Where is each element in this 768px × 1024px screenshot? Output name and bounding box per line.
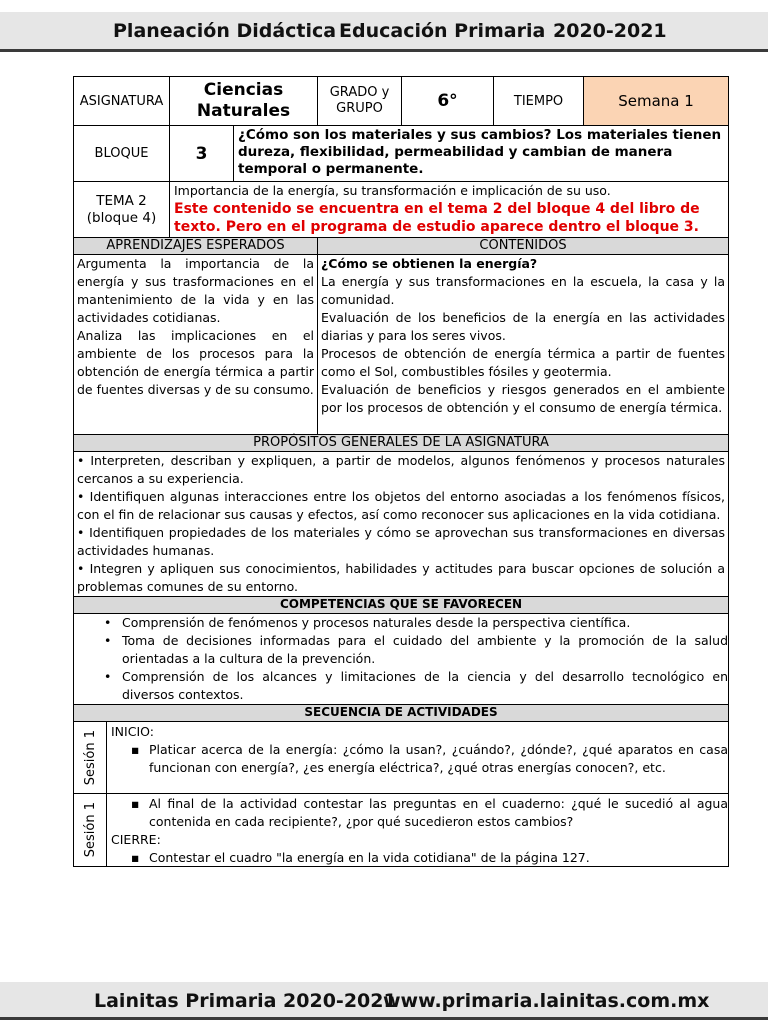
aprendizajes-header: APRENDIZAJES ESPERADOS: [74, 238, 318, 255]
footer-url: www.primaria.lainitas.com.mx: [383, 990, 710, 1012]
proposito-item-3: • Identifiquen propiedades de los materiales y cómo se aprovechan sus transformaciones en diversas actividades humanas.: [77, 525, 726, 558]
session-1-list: [107, 741, 728, 777]
tiempo-value: Semana 1: [584, 77, 729, 126]
bloque-text: ¿Cómo son los materiales y sus cambios? Los materiales tienen dureza, flexibilidad, permeabilidad y cambian de manera temporal o permanente.: [234, 126, 729, 182]
contenidos-header: CONTENIDOS: [318, 238, 729, 255]
proposito-item-1: • Interpreten, describan y expliquen, a partir de modelos, algunos fenómenos y procesos naturales cercanos a su experiencia.: [77, 453, 726, 486]
session-2-item-1: ▪ Al final de la actividad contestar las preguntas en el cuaderno: ¿qué le sucedió al agua contenida en cada recipiente?, ¿por qué sucedieron estos cambios?: [107, 795, 728, 831]
contenido-item-4: Evaluación de beneficios y riesgos generados en el ambiente por los procesos de obtención y el consumo de energía térmica.: [321, 382, 726, 415]
contenido-item-2: Evaluación de los beneficios de la energía en las actividades diarias y para los seres vivos.: [321, 310, 726, 343]
contenidos-title: ¿Cómo se obtienen la energía?: [321, 256, 538, 271]
competencia-item-2: • Toma de decisiones informadas para el cuidado del ambiente y la promoción de la salud orientadas a la cultura de la prevención.: [74, 632, 728, 668]
propositos-header: PROPÓSITOS GENERALES DE LA ASIGNATURA: [74, 435, 729, 452]
competencias-header: COMPETENCIAS QUE SE FAVORECEN: [74, 597, 729, 614]
aprendizaje-item-2: Analiza las implicaciones en el ambiente de los procesos para la obtención de energía térmica a partir de fuentes diversas y de su consumo.: [77, 328, 315, 397]
asignatura-label: ASIGNATURA: [74, 77, 170, 126]
session-2-block: [74, 794, 728, 866]
bloque-value: 3: [170, 126, 234, 182]
contenido-item-3: Procesos de obtención de energía térmica a partir de fuentes como el Sol, combustibles fósiles y geotermia.: [321, 346, 726, 379]
tiempo-label: TIEMPO: [494, 77, 584, 126]
header-band: [0, 12, 768, 52]
grado-value: 6°: [402, 77, 494, 126]
planning-table: [73, 76, 729, 867]
tema-label: TEMA 2 (bloque 4): [74, 182, 170, 238]
proposito-item-2: • Identifiquen algunas interacciones entre los objetos del entorno asociadas a los fenómenos físicos, con el fin de relacionar sus causas y efectos, así como reconocer sus aplicaciones en la vida cotidiana.: [77, 489, 726, 522]
header-level: Educación Primaria: [339, 20, 546, 42]
session-2-cierre: CIERRE:: [111, 832, 161, 847]
header-year: 2020-2021: [553, 20, 667, 42]
proposito-item-4: • Integren y apliquen sus conocimientos, habilidades y actitudes para buscar opciones de solución a problemas comunes de su entorno.: [77, 561, 726, 594]
competencia-item-3: • Comprensión de los alcances y limitaciones de la ciencia y del desarrollo tecnológico en diversos contextos.: [74, 668, 728, 704]
session-1-inicio: INICIO:: [111, 724, 154, 739]
session-1-item-1: ▪ Platicar acerca de la energía: ¿cómo la usan?, ¿cuándo?, ¿dónde?, ¿qué aparatos en casa funcionan con energía?, ¿es energía eléctrica?, ¿qué otras energías conocen?, etc.: [107, 741, 728, 777]
session-2-label: Sesión 1: [82, 802, 98, 858]
footer-band: [0, 982, 768, 1020]
asignatura-value: Ciencias Naturales: [170, 77, 318, 126]
session-1-label: Sesión 1: [82, 729, 98, 786]
session-2-list-after: [107, 849, 728, 866]
tema-note: Este contenido se encuentra en el tema 2 del bloque 4 del libro de texto. Pero en el programa de estudio aparece dentro el bloque 3.: [174, 201, 700, 235]
competencias-list: [74, 614, 728, 704]
aprendizaje-item-1: Argumenta la importancia de la energía y sus trasformaciones en el mantenimiento de la vida y en las actividades cotidianas.: [77, 256, 315, 325]
secuencia-header: SECUENCIA DE ACTIVIDADES: [74, 705, 729, 722]
footer-org: Lainitas Primaria 2020-2021: [94, 990, 397, 1012]
session-1-block: [74, 722, 728, 794]
contenido-item-1: La energía y sus transformaciones en la escuela, la casa y la comunidad.: [321, 274, 726, 307]
competencia-item-1: • Comprensión de fenómenos y procesos naturales desde la perspectiva científica.: [74, 614, 728, 632]
bloque-label: BLOQUE: [74, 126, 170, 182]
tema-text: Importancia de la energía, su transformación e implicación de su uso.: [174, 183, 611, 198]
header-title: Planeación Didáctica: [113, 20, 337, 42]
session-2-list-before: [107, 795, 728, 831]
session-2-item-2: ▪ Contestar el cuadro "la energía en la vida cotidiana" de la página 127.: [107, 849, 728, 866]
grado-label: GRADO y GRUPO: [318, 77, 402, 126]
